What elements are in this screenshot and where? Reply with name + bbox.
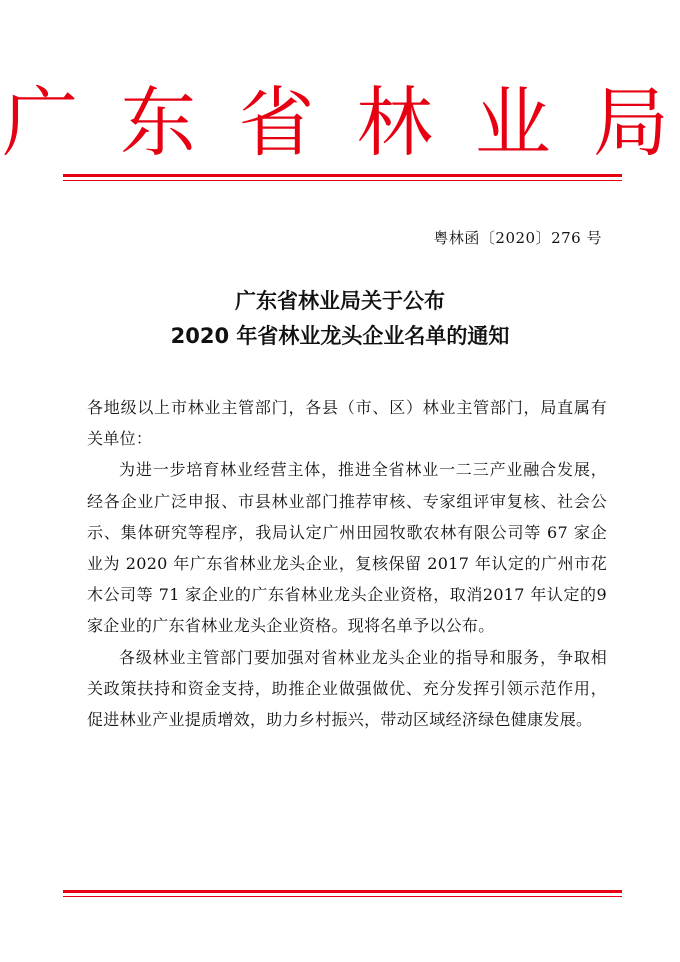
divider-thick-line	[63, 174, 622, 177]
divider-thin-line	[63, 180, 622, 181]
document-title-line-1: 广东省林业局关于公布	[235, 289, 445, 313]
document-body	[87, 392, 607, 735]
body-paragraph-1: 为进一步培育林业经营主体，推进全省林业一二三产业融合发展，经各企业广泛申报、市县林业部门推荐审核、专家组评审复核、社会公示、集体研究等程序，我局认定广州田园牧歌农林有限公司等 67 家企业为 2020 年广东省林业龙头企业，复核保留 2017 年认定的广州市花木公司等 71 家企业的广东省林业龙头企业资格，取消2017 年认定的9家企业的广东省林业龙头企业资格。现将名单予以公布。	[87, 460, 607, 636]
salutation: 各地级以上市林业主管部门，各县（市、区）林业主管部门，局直属有关单位：	[87, 398, 607, 449]
masthead-title: 广 东 省 林 业 局	[2, 78, 678, 167]
footer-divider-thick-line	[63, 890, 622, 893]
document-title	[0, 284, 680, 354]
masthead-divider	[63, 174, 622, 181]
body-paragraph-2: 各级林业主管部门要加强对省林业龙头企业的指导和服务，争取相关政策扶持和资金支持，助推企业做强做优、充分发挥引领示范作用，促进林业产业提质增效，助力乡村振兴，带动区域经济绿色健康发展。	[87, 647, 607, 730]
document-number: 粤林函〔2020〕276 号	[433, 229, 602, 247]
footer-divider-thin-line	[63, 896, 622, 897]
footer-divider	[63, 890, 622, 897]
document-title-line-2: 2020 年省林业龙头企业名单的通知	[170, 324, 510, 348]
